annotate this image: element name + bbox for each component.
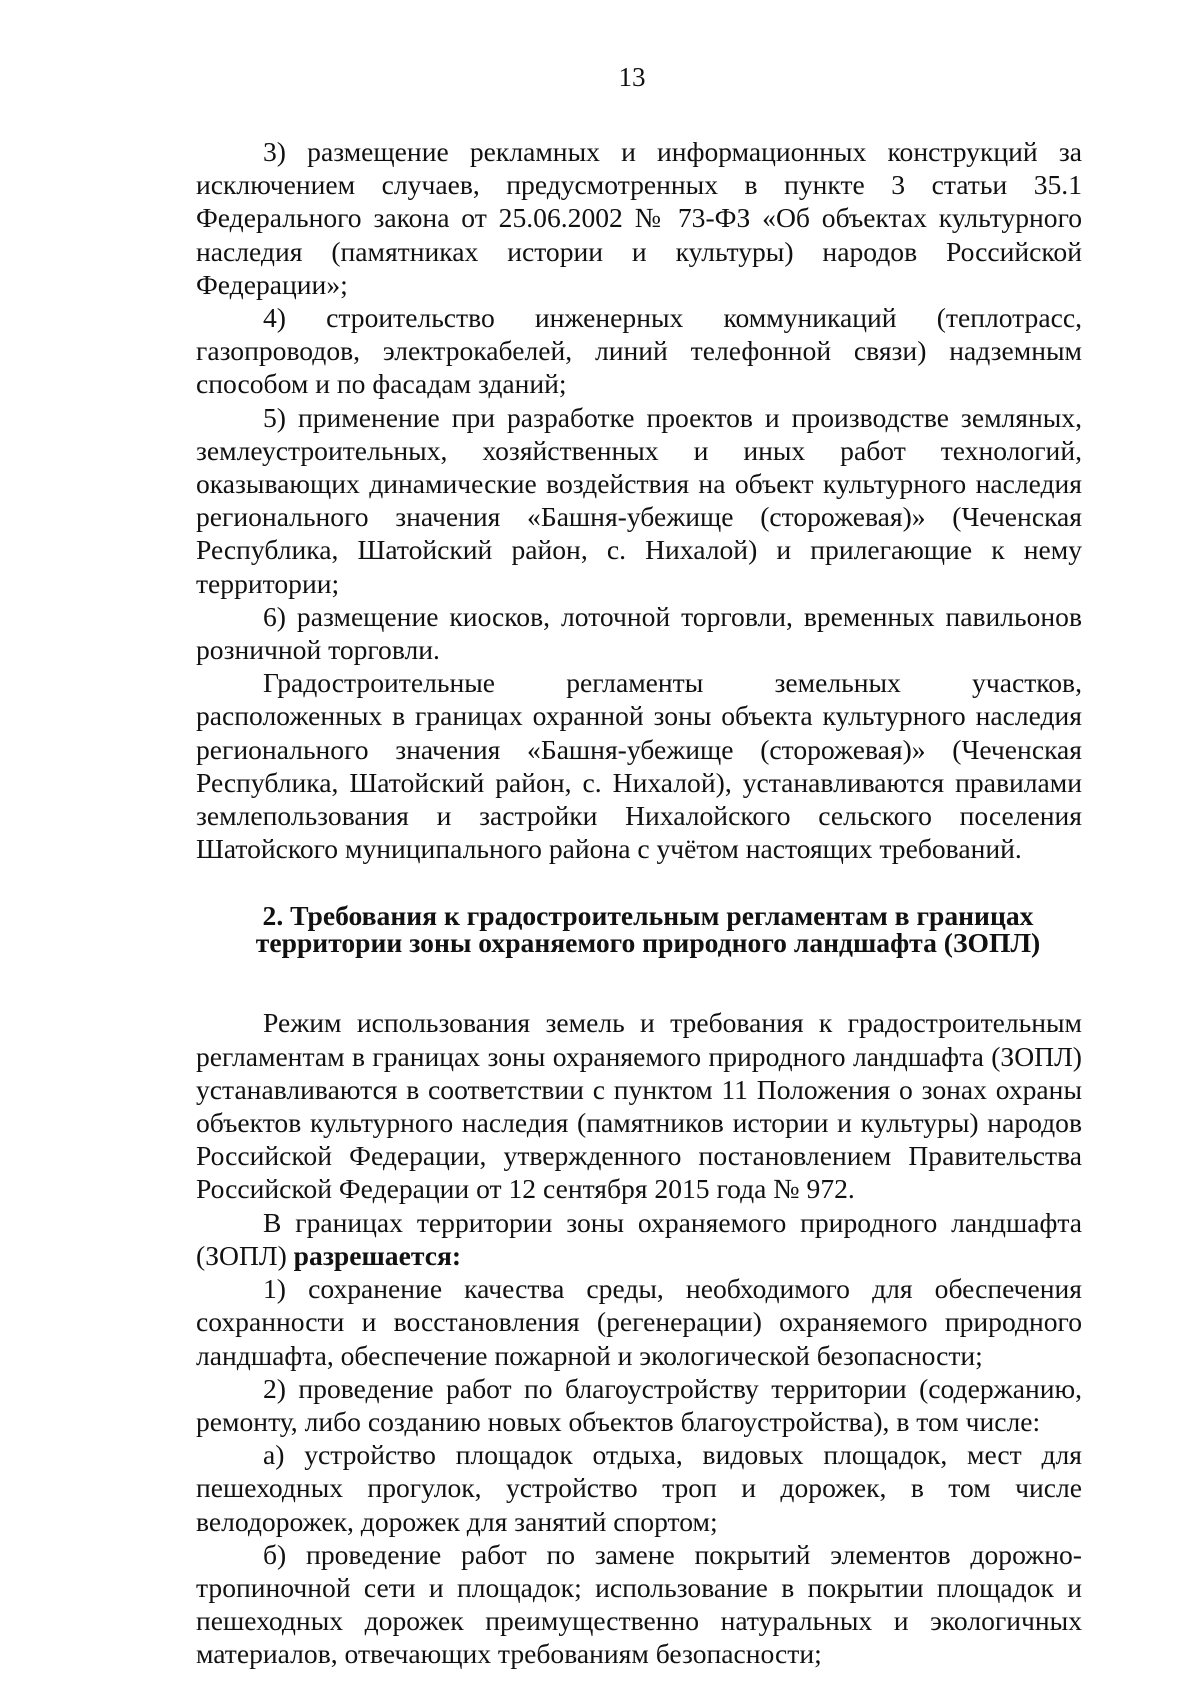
paragraph-permitted-item-a: а) устройство площадок отдыха, видовых площадок, мест для пешеходных прогулок, устройство троп и дорожек, в том числе велодорожек, дорожек для занятий спортом; (196, 1439, 1082, 1537)
paragraph-item-5: 5) применение при разработке проектов и производстве земляных, землеустроительных, хозяйственных и иных работ технологий, оказывающих динамические воздействия на объект культурного наследия регионального значения «Башня-убежище (сторожевая)» (Чеченская Республика, Шатойский район, с. Нихалой) и прилегающие к нему территории; (196, 401, 1082, 599)
paragraph-item-6: 6) размещение киосков, лоточной торговли, временных павильонов розничной торговли. (196, 600, 1082, 666)
paragraph-item-3: 3) размещение рекламных и информационных конструкций за исключением случаев, предусмотренных в пункте 3 статьи 35.1 Федерального закона от 25.06.2002 № 73-ФЗ «Об объектах культурного наследия (памятниках истории и культуры) народов Российской Федерации»; (196, 136, 1082, 300)
section-heading-line-2: территории зоны охраняемого природного ландшафта (ЗОПЛ) (255, 927, 1041, 959)
permitted-keyword: разрешается: (293, 1239, 462, 1271)
paragraph-permitted-intro (196, 1206, 1082, 1272)
section-heading (196, 900, 1082, 959)
paragraph-land-use-regime: Режим использования земель и требования к градостроительным регламентам в границах зоны охраняемого природного ландшафта (ЗОПЛ) устанавливаются в соответствии с пунктом 11 Положения о зонах охраны объектов культурного наследия (памятников истории и культуры) народов Российской Федерации, утвержденного постановлением Правительства Российской Федерации от 12 сентября 2015 года № 972. (196, 1007, 1082, 1205)
paragraph-urban-regulations: Градостроительные регламенты земельных участков, расположенных в границах охранной зоны объекта культурного наследия регионального значения «Башня-убежище (сторожевая)» (Чеченская Республика, Шатойский район, с. Нихалой), устанавливаются правилами землепользования и застройки Нихалойского сельского поселения Шатойского муниципального района с учётом настоящих требований. (196, 667, 1082, 865)
paragraph-permitted-item-b: б) проведение работ по замене покрытий элементов дорожно-тропиночной сети и площадок; использование в покрытии площадок и пешеходных дорожек преимущественно натуральных и экологичных материалов, отвечающих требованиям безопасности; (196, 1538, 1082, 1670)
page-number: 13 (618, 62, 646, 92)
paragraph-permitted-item-2: 2) проведение работ по благоустройству территории (содержанию, ремонту, либо созданию новых объектов благоустройства), в том числе: (196, 1372, 1082, 1437)
permitted-intro-text: В границах территории зоны охраняемого природного ландшафта (ЗОПЛ) (196, 1206, 1082, 1271)
paragraph-item-4: 4) строительство инженерных коммуникаций (теплотрасс, газопроводов, электрокабелей, линий телефонной связи) надземным способом и по фасадам зданий; (196, 302, 1082, 400)
section-heading-line-1: 2. Требования к градостроительным регламентам в границах (262, 900, 1034, 932)
paragraph-permitted-item-1: 1) сохранение качества среды, необходимого для обеспечения сохранности и восстановления (регенерации) охраняемого природного ландшафта, обеспечение пожарной и экологической безопасности; (196, 1273, 1082, 1371)
